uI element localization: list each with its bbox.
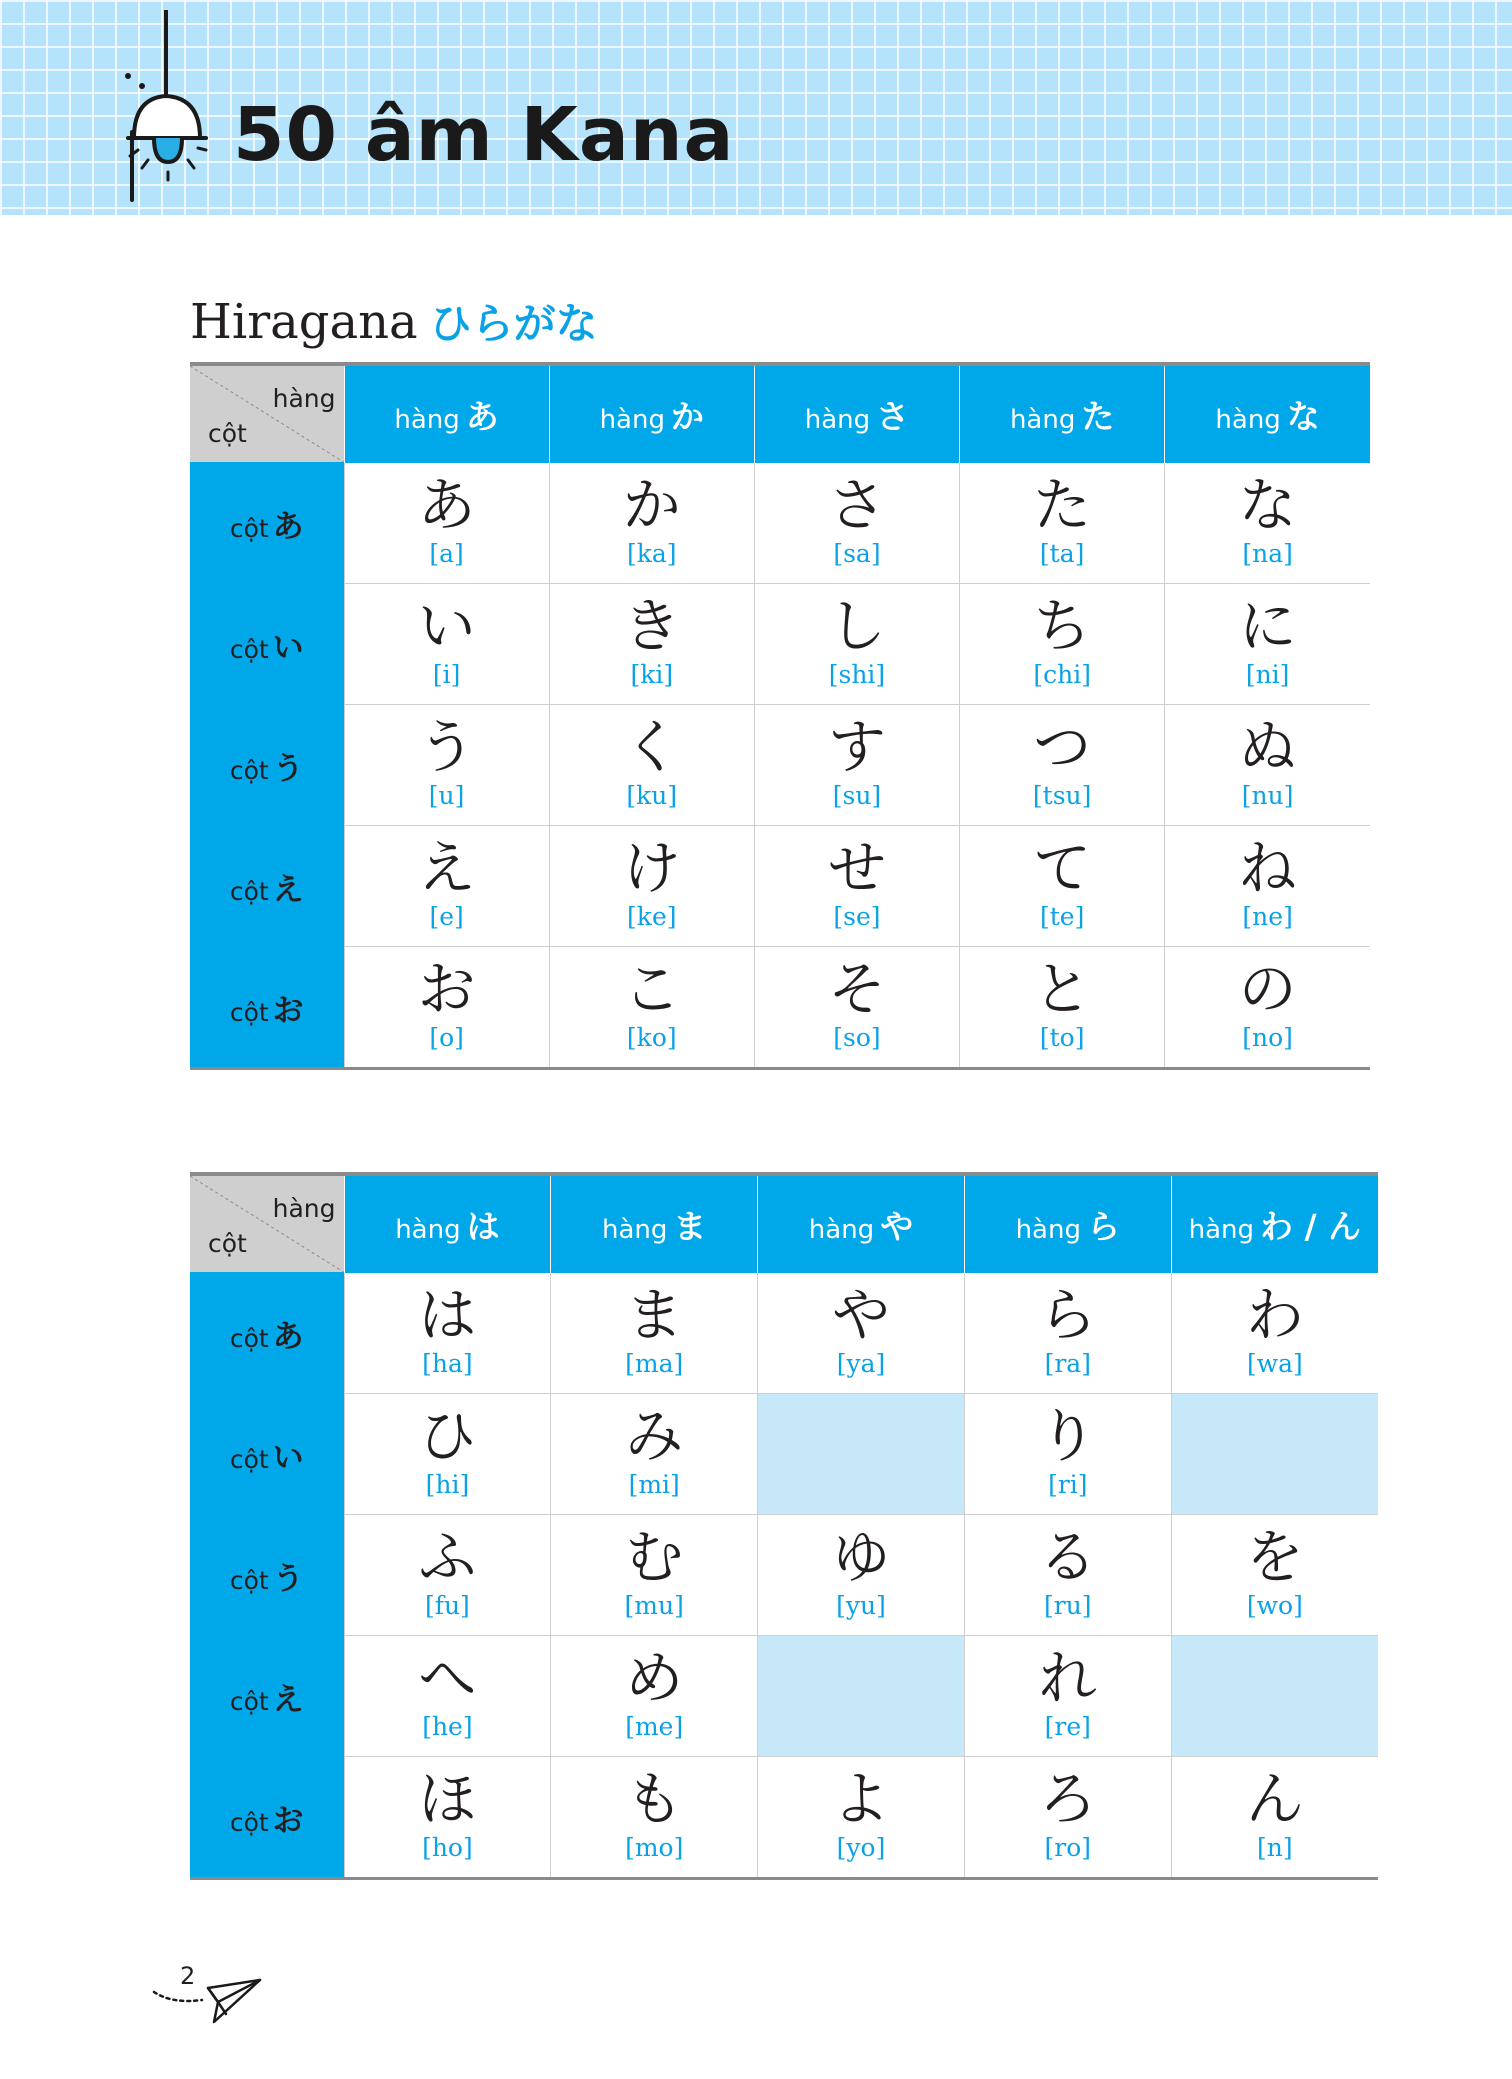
row-header: cột い (190, 1394, 344, 1515)
kana-char: く (622, 713, 681, 781)
romaji: [yu] (836, 1591, 886, 1620)
kana-char: も (625, 1765, 684, 1833)
romaji: [mu] (624, 1591, 684, 1620)
romaji: [se] (833, 902, 881, 931)
column-header: hàng さ (754, 364, 959, 463)
kana-cell (1165, 584, 1370, 705)
empty-cell (1171, 1636, 1378, 1757)
kana-char: う (417, 713, 476, 781)
table-row (190, 1515, 1378, 1636)
table-header-row (190, 364, 1370, 463)
kana-char: の (1238, 955, 1297, 1023)
kana-cell (549, 947, 754, 1069)
kana-cell (344, 584, 549, 705)
row-header: cột い (190, 584, 344, 705)
table-row (190, 947, 1370, 1069)
kana-char: ら (1038, 1280, 1097, 1349)
kana-cell (1171, 1515, 1378, 1636)
romaji: [to] (1039, 1023, 1085, 1052)
row-header: cột う (190, 705, 344, 826)
romaji: [a] (429, 538, 464, 568)
kana-cell (344, 826, 549, 947)
header-banner (0, 0, 1512, 215)
romaji: [nu] (1241, 781, 1294, 810)
kana-char: こ (622, 955, 681, 1023)
corner-col-label: cột (208, 419, 247, 448)
kana-char: い (417, 592, 476, 660)
kana-cell (549, 584, 754, 705)
kana-cell (551, 1515, 758, 1636)
kana-char: ち (1033, 592, 1092, 660)
corner-col-label: cột (208, 1229, 247, 1258)
corner-row-label: hàng (272, 1194, 336, 1223)
romaji: [ni] (1245, 660, 1290, 689)
kana-cell (344, 1757, 551, 1879)
kana-cell (964, 1636, 1171, 1757)
kana-cell (754, 705, 959, 826)
kana-char: は (418, 1280, 477, 1349)
romaji: [tsu] (1032, 781, 1092, 810)
kana-char: め (625, 1644, 684, 1712)
kana-char: つ (1033, 713, 1092, 781)
romaji: [mo] (625, 1833, 684, 1862)
romaji: [ma] (625, 1348, 684, 1378)
romaji: [n] (1257, 1833, 1293, 1862)
lamp-icon (118, 10, 218, 210)
romaji: [u] (428, 781, 465, 810)
hiragana-table-1 (190, 362, 1370, 1070)
corner-row-label: hàng (272, 384, 336, 413)
kana-char: ん (1245, 1765, 1304, 1833)
table-row (190, 826, 1370, 947)
romaji: [e] (429, 902, 464, 931)
romaji: [wo] (1246, 1591, 1303, 1620)
romaji: [ku] (626, 781, 678, 810)
kana-cell (549, 826, 754, 947)
kana-cell (344, 705, 549, 826)
row-header: cột え (190, 1636, 344, 1757)
romaji: [me] (625, 1712, 684, 1741)
kana-char: た (1033, 470, 1092, 539)
kana-char: へ (418, 1644, 477, 1712)
column-header: hàng や (758, 1174, 965, 1273)
corner-cell (190, 1174, 344, 1273)
romaji: [ro] (1044, 1833, 1092, 1862)
kana-char: ほ (418, 1765, 477, 1833)
romaji: [ya] (836, 1348, 886, 1378)
kana-char: ぬ (1238, 713, 1297, 781)
row-header: cột お (190, 1757, 344, 1879)
kana-cell (964, 1394, 1171, 1515)
kana-cell (549, 705, 754, 826)
table-row (190, 1273, 1378, 1394)
kana-cell (758, 1515, 965, 1636)
romaji: [ke] (627, 902, 677, 931)
romaji: [fu] (424, 1591, 470, 1620)
romaji: [no] (1242, 1023, 1293, 1052)
kana-char: ね (1238, 834, 1297, 902)
kana-char: ふ (418, 1523, 477, 1591)
romaji: [re] (1044, 1712, 1091, 1741)
kana-cell (960, 826, 1165, 947)
kana-cell (551, 1636, 758, 1757)
table-row (190, 1636, 1378, 1757)
romaji: [shi] (828, 660, 886, 689)
table-row (190, 705, 1370, 826)
kana-char: ゆ (831, 1523, 890, 1591)
table-row (190, 1394, 1378, 1515)
page-title: 50 âm Kana (233, 92, 735, 178)
romaji: [so] (833, 1023, 881, 1052)
romaji: [mi] (628, 1470, 680, 1499)
kana-cell (551, 1394, 758, 1515)
kana-char: よ (831, 1765, 890, 1833)
romaji: [ka] (627, 538, 677, 568)
kana-char: お (417, 955, 476, 1023)
kana-char: れ (1038, 1644, 1097, 1712)
romaji: [ho] (422, 1833, 473, 1862)
romaji: [ta] (1039, 538, 1085, 568)
kana-char: し (827, 592, 886, 660)
romaji: [na] (1242, 538, 1293, 568)
kana-cell (1171, 1757, 1378, 1879)
kana-cell (1165, 947, 1370, 1069)
kana-cell (960, 463, 1165, 584)
romaji: [o] (429, 1023, 464, 1052)
kana-cell (758, 1273, 965, 1394)
romaji: [ru] (1044, 1591, 1092, 1620)
kana-char: に (1238, 592, 1297, 660)
kana-cell (344, 463, 549, 584)
column-header: hàng た (960, 364, 1165, 463)
empty-cell (758, 1394, 965, 1515)
kana-cell (549, 463, 754, 584)
romaji: [i] (432, 660, 461, 689)
kana-cell (1165, 463, 1370, 584)
kana-char: さ (827, 470, 886, 539)
kana-cell (754, 826, 959, 947)
empty-cell (1171, 1394, 1378, 1515)
kana-cell (964, 1273, 1171, 1394)
column-header: hàng あ (344, 364, 549, 463)
kana-char: る (1038, 1523, 1097, 1591)
kana-cell (344, 947, 549, 1069)
kana-cell (1165, 705, 1370, 826)
kana-cell (344, 1394, 551, 1515)
kana-cell (960, 705, 1165, 826)
kana-cell (960, 947, 1165, 1069)
kana-char: む (625, 1523, 684, 1591)
kana-cell (344, 1273, 551, 1394)
kana-cell (1171, 1273, 1378, 1394)
kana-cell (960, 584, 1165, 705)
table-row (190, 584, 1370, 705)
romaji: [wa] (1246, 1348, 1303, 1378)
empty-cell (758, 1636, 965, 1757)
kana-char: き (622, 592, 681, 660)
kana-cell (551, 1273, 758, 1394)
romaji: [ne] (1242, 902, 1293, 931)
section-title (190, 292, 598, 354)
kana-char: ろ (1038, 1765, 1097, 1833)
kana-char: そ (827, 955, 886, 1023)
kana-char: み (625, 1402, 684, 1470)
kana-char: け (622, 834, 681, 902)
romaji: [yo] (836, 1833, 886, 1862)
table-row (190, 1757, 1378, 1879)
table-header-row (190, 1174, 1378, 1273)
kana-char: な (1238, 470, 1297, 539)
kana-char: り (1038, 1402, 1097, 1470)
column-header: hàng は (344, 1174, 551, 1273)
column-header: hàng わ / ん (1171, 1174, 1378, 1273)
kana-cell (551, 1757, 758, 1879)
row-header: cột え (190, 826, 344, 947)
romaji: [su] (832, 781, 882, 810)
romaji: [ri] (1048, 1470, 1088, 1499)
kana-cell (344, 1636, 551, 1757)
column-header: hàng な (1165, 364, 1370, 463)
kana-char: あ (417, 470, 476, 539)
row-header: cột あ (190, 463, 344, 584)
kana-cell (964, 1757, 1171, 1879)
kana-char: わ (1245, 1280, 1304, 1349)
section-title-jp: ひらがな (429, 299, 598, 348)
romaji: [ra] (1044, 1348, 1091, 1378)
kana-cell (758, 1757, 965, 1879)
romaji: [chi] (1033, 660, 1091, 689)
kana-cell (754, 463, 959, 584)
romaji: [hi] (425, 1470, 470, 1499)
romaji: [ha] (422, 1348, 473, 1378)
column-header: hàng ら (964, 1174, 1171, 1273)
row-header: cột お (190, 947, 344, 1069)
corner-cell (190, 364, 344, 463)
column-header: hàng ま (551, 1174, 758, 1273)
kana-char: せ (827, 834, 886, 902)
row-header: cột う (190, 1515, 344, 1636)
paper-plane-icon (152, 1970, 270, 2030)
kana-char: や (831, 1280, 890, 1349)
column-header: hàng か (549, 364, 754, 463)
kana-char: え (417, 834, 476, 902)
row-header: cột あ (190, 1273, 344, 1394)
kana-char: ひ (418, 1402, 477, 1470)
kana-char: す (827, 713, 886, 781)
table-row (190, 463, 1370, 584)
kana-char: て (1033, 834, 1092, 902)
kana-char: を (1245, 1523, 1304, 1591)
kana-cell (754, 947, 959, 1069)
romaji: [he] (422, 1712, 473, 1741)
hiragana-table-2 (190, 1172, 1378, 1880)
kana-cell (1165, 826, 1370, 947)
section-title-latin: Hiragana (190, 294, 418, 350)
romaji: [ki] (630, 660, 674, 689)
romaji: [te] (1039, 902, 1085, 931)
kana-char: か (622, 470, 681, 539)
kana-char: と (1033, 955, 1092, 1023)
page-number: 2 (180, 1962, 196, 1990)
kana-char: ま (625, 1280, 684, 1349)
kana-cell (754, 584, 959, 705)
kana-cell (344, 1515, 551, 1636)
kana-cell (964, 1515, 1171, 1636)
romaji: [ko] (626, 1023, 677, 1052)
romaji: [sa] (833, 538, 881, 568)
